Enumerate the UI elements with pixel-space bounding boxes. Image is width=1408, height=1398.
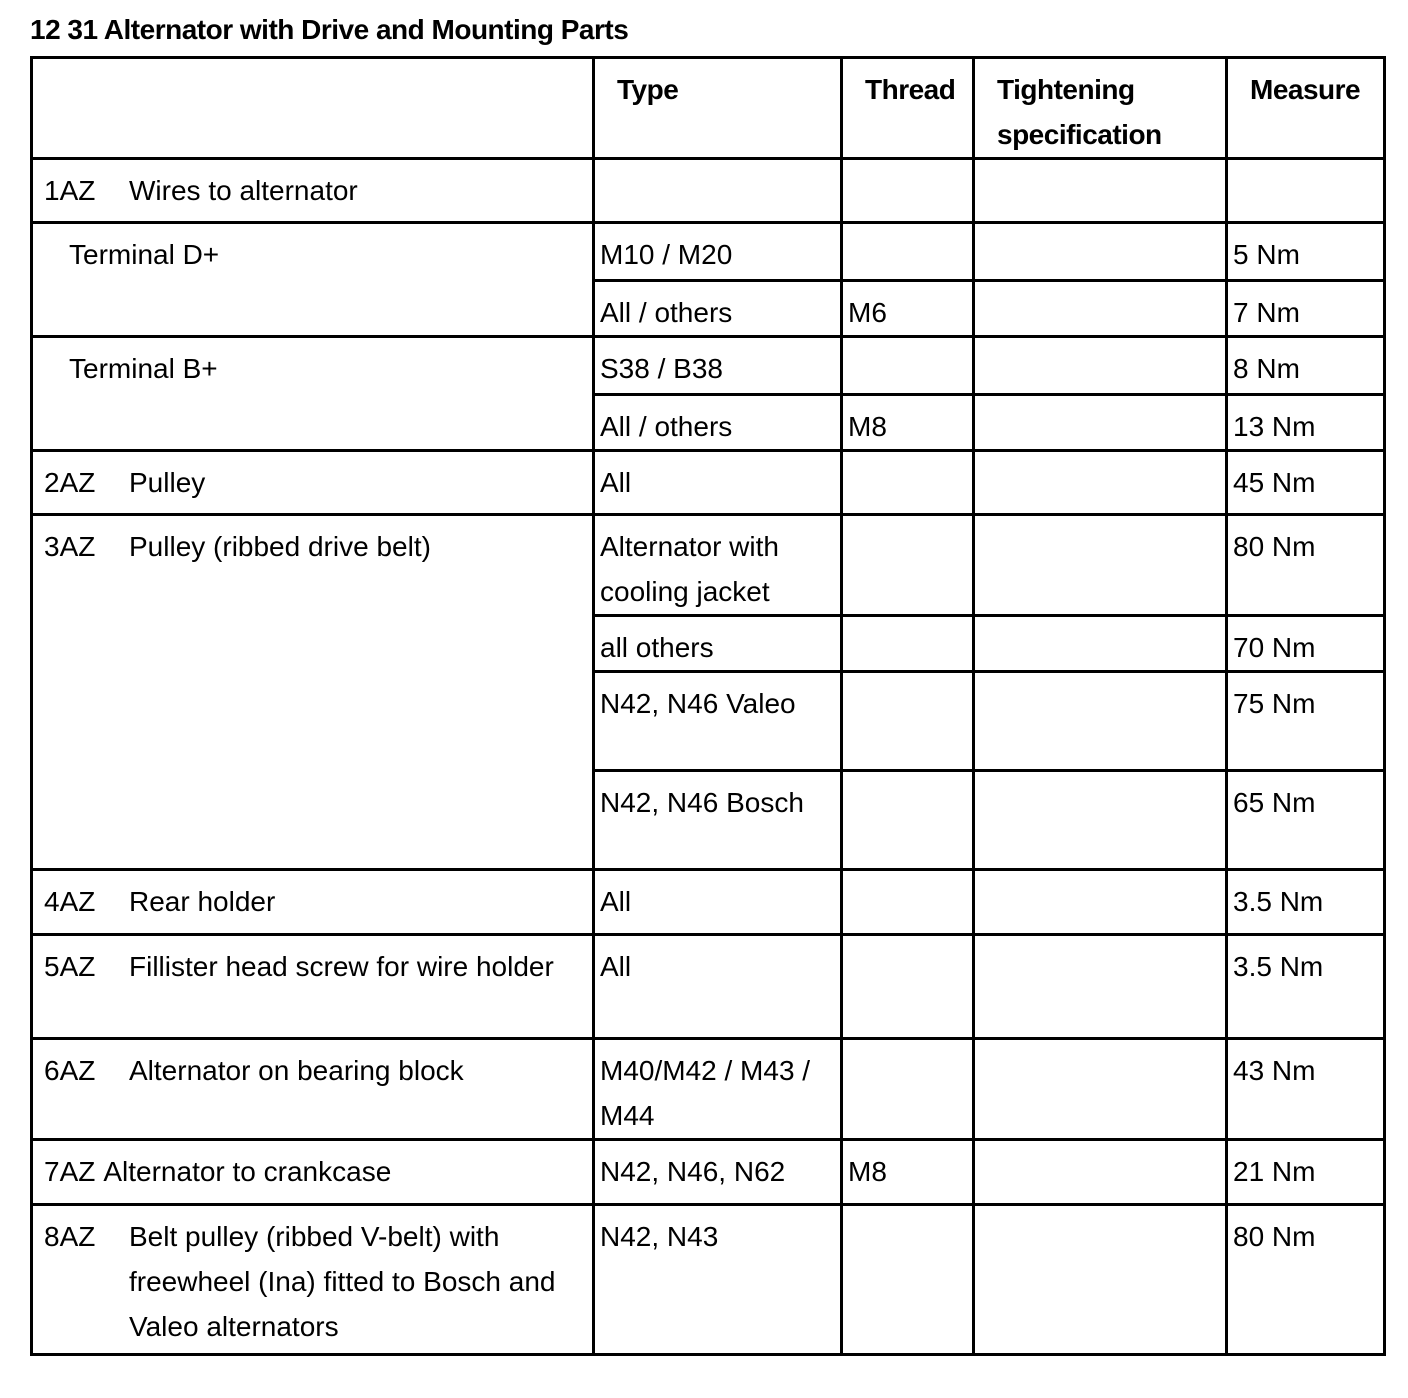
measure-cell: 13 Nm [1227, 395, 1385, 451]
part-code: 2AZ [44, 467, 96, 498]
type-cell: Alternator with cooling jacket [594, 515, 842, 616]
type-cell: All / others [594, 281, 842, 337]
table-row [32, 159, 1385, 223]
part-cell [32, 935, 594, 1039]
measure-cell: 80 Nm [1227, 515, 1385, 616]
spec-cell [974, 1140, 1227, 1205]
type-cell: N42, N46 Valeo [594, 672, 842, 771]
measure-cell: 80 Nm [1227, 1205, 1385, 1355]
thread-cell [842, 515, 974, 616]
header-measure: Measure [1227, 58, 1385, 159]
measure-cell: 21 Nm [1227, 1140, 1385, 1205]
measure-cell: 7 Nm [1227, 281, 1385, 337]
thread-cell [842, 159, 974, 223]
thread-cell [842, 337, 974, 395]
measure-cell: 43 Nm [1227, 1039, 1385, 1140]
part-cell [32, 870, 594, 935]
header-type: Type [594, 58, 842, 159]
table-row [32, 1205, 1385, 1355]
measure-cell [1227, 159, 1385, 223]
part-label: Pulley [129, 467, 206, 498]
header-row [32, 58, 1385, 159]
part-code: 1AZ [44, 175, 96, 206]
table-row [32, 1039, 1385, 1140]
part-cell [32, 337, 594, 451]
type-cell [594, 159, 842, 223]
part-label: Terminal B+ [69, 353, 218, 384]
table-row [32, 935, 1385, 1039]
thread-cell: M8 [842, 395, 974, 451]
table-row [32, 870, 1385, 935]
measure-cell: 70 Nm [1227, 616, 1385, 672]
part-cell [32, 1039, 594, 1140]
part-label: Terminal D+ [69, 239, 220, 270]
type-cell: N42, N46, N62 [594, 1140, 842, 1205]
part-code: 6AZ [44, 1055, 96, 1086]
part-code: 4AZ [44, 886, 96, 917]
measure-cell: 3.5 Nm [1227, 870, 1385, 935]
table-row [32, 515, 1385, 616]
part-cell [32, 1140, 594, 1205]
spec-cell [974, 515, 1227, 616]
part-label: Pulley (ribbed drive belt) [129, 531, 431, 562]
thread-cell [842, 223, 974, 281]
type-cell: All [594, 451, 842, 515]
spec-cell [974, 281, 1227, 337]
measure-cell: 5 Nm [1227, 223, 1385, 281]
type-cell: All / others [594, 395, 842, 451]
part-label: Wires to alternator [129, 175, 358, 206]
type-cell: All [594, 870, 842, 935]
part-code: 5AZ [44, 951, 96, 982]
type-cell: S38 / B38 [594, 337, 842, 395]
part-cell [32, 515, 594, 870]
thread-cell [842, 935, 974, 1039]
thread-cell [842, 1039, 974, 1140]
part-label: Alternator on bearing block [129, 1055, 464, 1086]
measure-cell: 8 Nm [1227, 337, 1385, 395]
spec-cell [974, 223, 1227, 281]
part-label: Fillister head screw for wire holder [129, 951, 554, 982]
spec-cell [974, 159, 1227, 223]
spec-cell [974, 337, 1227, 395]
thread-cell: M8 [842, 1140, 974, 1205]
type-cell: M40/M42 / M43 / M44 [594, 1039, 842, 1140]
table-row [32, 451, 1385, 515]
part-label: Belt pulley (ribbed V-belt) with freewheel (Ina) fitted to Bosch and Valeo alternators [129, 1221, 556, 1342]
part-cell [32, 223, 594, 337]
part-cell [32, 451, 594, 515]
type-cell: All [594, 935, 842, 1039]
header-thread: Thread [842, 58, 974, 159]
thread-cell [842, 1205, 974, 1355]
part-cell [32, 159, 594, 223]
header-tightening-spec: Tightening specification [974, 58, 1227, 159]
document-title: 12 31 Alternator with Drive and Mounting Parts [30, 14, 629, 45]
part-label: Rear holder [129, 886, 276, 917]
part-label: Alternator to crankcase [103, 1156, 392, 1187]
spec-cell [974, 451, 1227, 515]
spec-cell [974, 1039, 1227, 1140]
spec-cell [974, 935, 1227, 1039]
table-row [32, 223, 1385, 281]
torque-spec-table [30, 56, 1386, 1356]
measure-cell: 3.5 Nm [1227, 935, 1385, 1039]
measure-cell: 75 Nm [1227, 672, 1385, 771]
type-cell: N42, N43 [594, 1205, 842, 1355]
type-cell: all others [594, 616, 842, 672]
part-code: 8AZ [44, 1221, 96, 1252]
spec-cell [974, 1205, 1227, 1355]
spec-cell [974, 870, 1227, 935]
thread-cell [842, 771, 974, 870]
measure-cell: 45 Nm [1227, 451, 1385, 515]
thread-cell: M6 [842, 281, 974, 337]
measure-cell: 65 Nm [1227, 771, 1385, 870]
table-row [32, 337, 1385, 395]
thread-cell [842, 672, 974, 771]
header-blank [32, 58, 594, 159]
part-code: 7AZ [44, 1156, 96, 1187]
spec-cell [974, 395, 1227, 451]
thread-cell [842, 616, 974, 672]
spec-cell [974, 672, 1227, 771]
table-row [32, 1140, 1385, 1205]
type-cell: M10 / M20 [594, 223, 842, 281]
part-cell [32, 1205, 594, 1355]
spec-cell [974, 771, 1227, 870]
spec-cell [974, 616, 1227, 672]
thread-cell [842, 451, 974, 515]
type-cell: N42, N46 Bosch [594, 771, 842, 870]
thread-cell [842, 870, 974, 935]
part-code: 3AZ [44, 531, 96, 562]
